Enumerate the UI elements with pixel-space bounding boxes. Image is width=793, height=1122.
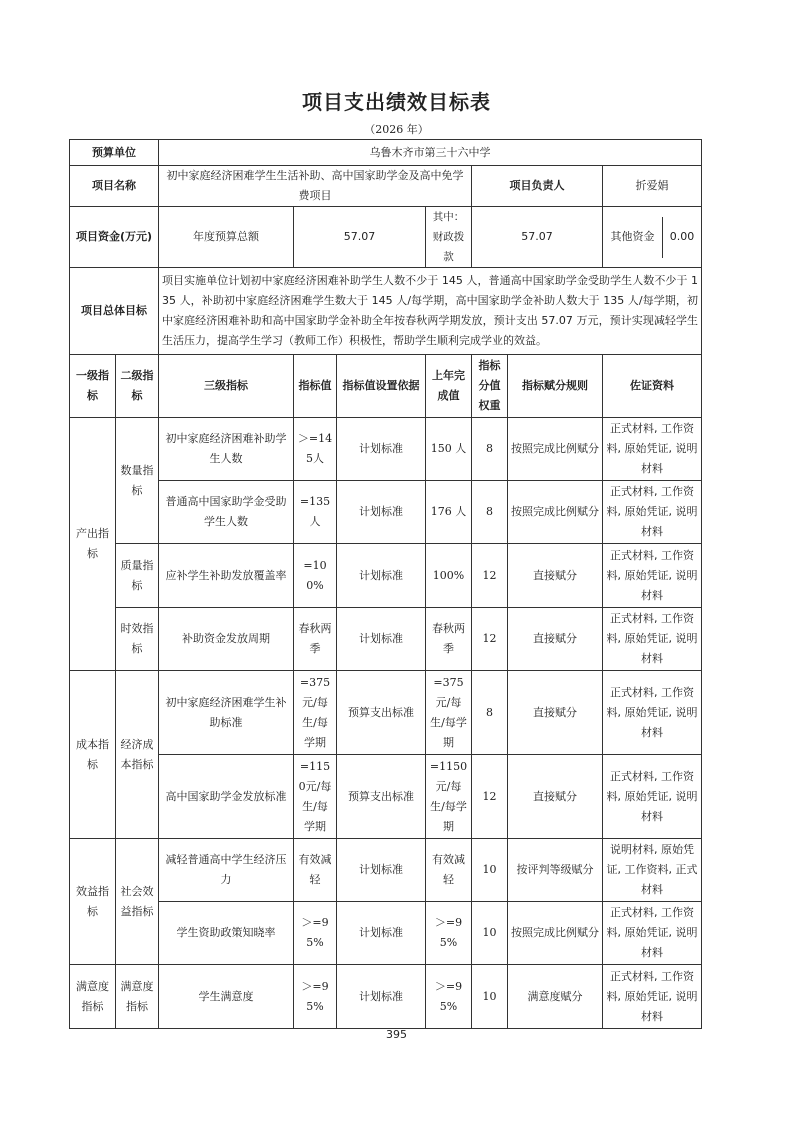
indicator-value: =375元/每生/每学期 bbox=[294, 671, 337, 755]
indicator-last: ＞=95% bbox=[426, 902, 472, 965]
indicator-value: ＞=95% bbox=[294, 902, 337, 965]
project-name-label: 项目名称 bbox=[70, 166, 159, 207]
indicator-rule: 按照完成比例赋分 bbox=[508, 902, 603, 965]
table-row bbox=[70, 418, 702, 481]
indicator-weight: 12 bbox=[472, 755, 508, 839]
col-level1: 一级指标 bbox=[70, 355, 116, 418]
indicator-rule: 按照完成比例赋分 bbox=[508, 418, 603, 481]
indicator-last: 春秋两季 bbox=[426, 608, 472, 671]
table-row bbox=[70, 671, 702, 755]
funds-row bbox=[70, 207, 702, 268]
col-level3: 三级指标 bbox=[159, 355, 294, 418]
fiscal-value: 57.07 bbox=[472, 207, 603, 268]
overall-goal-label: 项目总体目标 bbox=[70, 268, 159, 355]
unit-label: 预算单位 bbox=[70, 140, 159, 166]
indicator-value: ＞=95% bbox=[294, 965, 337, 1029]
col-basis: 指标值设置依据 bbox=[337, 355, 426, 418]
unit-value: 乌鲁木齐市第三十六中学 bbox=[159, 140, 702, 166]
indicator-weight: 10 bbox=[472, 965, 508, 1029]
indicator-rule: 直接赋分 bbox=[508, 544, 603, 608]
indicator-rule: 按评判等级赋分 bbox=[508, 839, 603, 902]
page-number: 395 bbox=[386, 1028, 407, 1041]
subgroup-quantity: 数量指标 bbox=[116, 418, 159, 544]
indicator-weight: 12 bbox=[472, 544, 508, 608]
project-name-value: 初中家庭经济困难学生生活补助、高中国家助学金及高中免学费项目 bbox=[159, 166, 472, 207]
col-last-year: 上年完成值 bbox=[426, 355, 472, 418]
group-output: 产出指标 bbox=[70, 418, 116, 671]
indicator-basis: 计划标准 bbox=[337, 902, 426, 965]
indicator-evidence: 说明材料, 原始凭证, 工作资料, 正式材料 bbox=[603, 839, 702, 902]
indicator-basis: 计划标准 bbox=[337, 839, 426, 902]
indicator-evidence: 正式材料, 工作资料, 原始凭证, 说明材料 bbox=[603, 544, 702, 608]
subgroup-quality: 质量指标 bbox=[116, 544, 159, 608]
indicator-rule: 直接赋分 bbox=[508, 755, 603, 839]
indicator-weight: 10 bbox=[472, 902, 508, 965]
subgroup-timeliness: 时效指标 bbox=[116, 608, 159, 671]
subgroup-satisfaction: 满意度指标 bbox=[116, 965, 159, 1029]
project-leader-value: 折爱娟 bbox=[603, 166, 702, 207]
indicator-last: 有效减轻 bbox=[426, 839, 472, 902]
other-funds-cell bbox=[603, 207, 702, 268]
indicator-value: =135人 bbox=[294, 481, 337, 544]
indicator-value: =100% bbox=[294, 544, 337, 608]
column-header-row bbox=[70, 355, 702, 418]
indicator-value: 有效减轻 bbox=[294, 839, 337, 902]
annual-budget-label: 年度预算总额 bbox=[159, 207, 294, 268]
indicator-last: ＞=95% bbox=[426, 965, 472, 1029]
indicator-basis: 预算支出标准 bbox=[337, 671, 426, 755]
indicator-evidence: 正式材料, 工作资料, 原始凭证, 说明材料 bbox=[603, 755, 702, 839]
table-row bbox=[70, 481, 702, 544]
indicator-basis: 计划标准 bbox=[337, 418, 426, 481]
indicator-name: 初中家庭经济困难学生补助标准 bbox=[159, 671, 294, 755]
table-row bbox=[70, 608, 702, 671]
indicator-name: 减轻普通高中学生经济压力 bbox=[159, 839, 294, 902]
indicator-name: 初中家庭经济困难补助学生人数 bbox=[159, 418, 294, 481]
indicator-evidence: 正式材料, 工作资料, 原始凭证, 说明材料 bbox=[603, 608, 702, 671]
other-funds-label: 其他资金 bbox=[603, 217, 663, 258]
indicator-weight: 8 bbox=[472, 671, 508, 755]
col-rule: 指标赋分规则 bbox=[508, 355, 603, 418]
indicator-rule: 按照完成比例赋分 bbox=[508, 481, 603, 544]
col-weight: 指标分值权重 bbox=[472, 355, 508, 418]
performance-table bbox=[69, 139, 702, 1029]
col-evidence: 佐证资料 bbox=[603, 355, 702, 418]
indicator-weight: 8 bbox=[472, 418, 508, 481]
other-funds-value: 0.00 bbox=[669, 230, 695, 243]
project-leader-label: 项目负责人 bbox=[472, 166, 603, 207]
group-satisfaction: 满意度指标 bbox=[70, 965, 116, 1029]
table-row bbox=[70, 544, 702, 608]
col-value: 指标值 bbox=[294, 355, 337, 418]
indicator-weight: 10 bbox=[472, 839, 508, 902]
indicator-last: =1150元/每生/每学期 bbox=[426, 755, 472, 839]
overall-goal-text: 项目实施单位计划初中家庭经济困难补助学生人数不少于 145 人，普通高中国家助学金受助学生人数不少于 135 人，补助初中家庭经济困难学生数大于 145 人/每学期，高中国家助学金补助人数大于 135 人/每学期，初中家庭经济困难补助和高中国家助学金补助全年按春秋两学期发放，预计支出 57.07 万元，预计实现减轻学生生活压力，提高学生学习（教师工作）积极性，帮助学生顺利完成学业的效益。 bbox=[159, 268, 702, 355]
funds-label: 项目资金(万元) bbox=[70, 207, 159, 268]
indicator-evidence: 正式材料, 工作资料, 原始凭证, 说明材料 bbox=[603, 671, 702, 755]
indicator-evidence: 正式材料, 工作资料, 原始凭证, 说明材料 bbox=[603, 481, 702, 544]
indicator-evidence: 正式材料, 工作资料, 原始凭证, 说明材料 bbox=[603, 418, 702, 481]
indicator-value: =1150元/每生/每学期 bbox=[294, 755, 337, 839]
indicator-weight: 12 bbox=[472, 608, 508, 671]
indicator-last: 150 人 bbox=[426, 418, 472, 481]
indicator-value: 春秋两季 bbox=[294, 608, 337, 671]
indicator-name: 补助资金发放周期 bbox=[159, 608, 294, 671]
indicator-basis: 计划标准 bbox=[337, 544, 426, 608]
unit-row bbox=[70, 140, 702, 166]
indicator-basis: 预算支出标准 bbox=[337, 755, 426, 839]
table-row bbox=[70, 965, 702, 1029]
indicator-evidence: 正式材料, 工作资料, 原始凭证, 说明材料 bbox=[603, 902, 702, 965]
subgroup-economic-cost: 经济成本指标 bbox=[116, 671, 159, 839]
indicator-name: 应补学生补助发放覆盖率 bbox=[159, 544, 294, 608]
subgroup-social-benefit: 社会效益指标 bbox=[116, 839, 159, 965]
indicator-name: 高中国家助学金发放标准 bbox=[159, 755, 294, 839]
indicator-rule: 直接赋分 bbox=[508, 671, 603, 755]
indicator-name: 学生满意度 bbox=[159, 965, 294, 1029]
year-label: （2026 年） bbox=[364, 123, 429, 136]
group-cost: 成本指标 bbox=[70, 671, 116, 839]
table-row bbox=[70, 902, 702, 965]
indicator-basis: 计划标准 bbox=[337, 608, 426, 671]
annual-budget-value: 57.07 bbox=[294, 207, 426, 268]
indicator-name: 学生资助政策知晓率 bbox=[159, 902, 294, 965]
indicator-last: =375元/每生/每学期 bbox=[426, 671, 472, 755]
indicator-weight: 8 bbox=[472, 481, 508, 544]
table-row bbox=[70, 755, 702, 839]
overall-goal-row bbox=[70, 268, 702, 355]
fiscal-label: 其中：财政拨款 bbox=[426, 207, 472, 268]
indicator-last: 176 人 bbox=[426, 481, 472, 544]
indicator-last: 100% bbox=[426, 544, 472, 608]
indicator-rule: 直接赋分 bbox=[508, 608, 603, 671]
table-row bbox=[70, 839, 702, 902]
indicator-evidence: 正式材料, 工作资料, 原始凭证, 说明材料 bbox=[603, 965, 702, 1029]
indicator-basis: 计划标准 bbox=[337, 481, 426, 544]
indicator-name: 普通高中国家助学金受助学生人数 bbox=[159, 481, 294, 544]
indicator-rule: 满意度赋分 bbox=[508, 965, 603, 1029]
project-name-row bbox=[70, 166, 702, 207]
page-title: 项目支出绩效目标表 bbox=[302, 90, 491, 114]
group-benefit: 效益指标 bbox=[70, 839, 116, 965]
indicator-value: ＞=145人 bbox=[294, 418, 337, 481]
col-level2: 二级指标 bbox=[116, 355, 159, 418]
indicator-basis: 计划标准 bbox=[337, 965, 426, 1029]
